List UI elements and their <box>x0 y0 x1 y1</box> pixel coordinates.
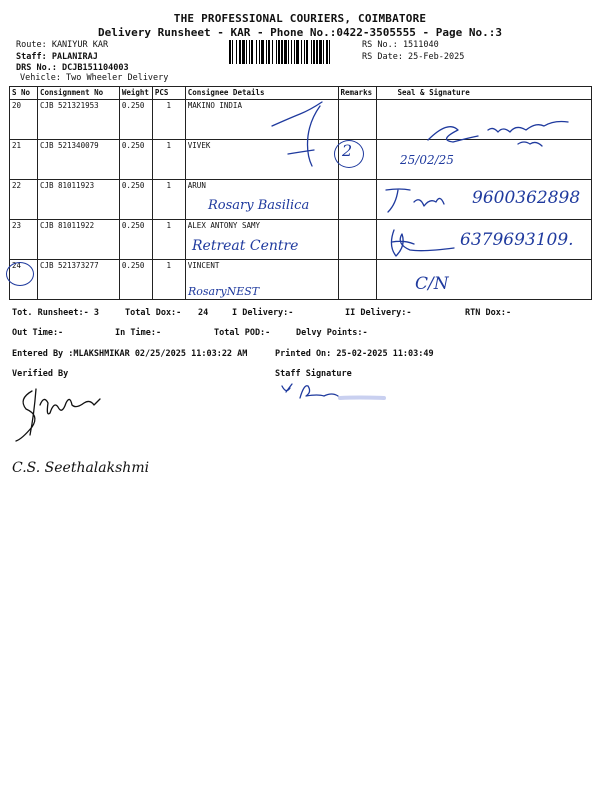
col-pcs: PCS <box>152 87 185 100</box>
col-consignment: Consignment No <box>37 87 119 100</box>
row-weight: 0.250 <box>119 180 152 220</box>
row-circle <box>6 262 34 286</box>
row-consignee: VIVEK <box>185 140 338 180</box>
rtn-dox: RTN Dox:- <box>465 308 512 318</box>
in-time: In Time:- <box>115 328 162 338</box>
out-time: Out Time:- <box>12 328 64 338</box>
row-remarks <box>338 180 377 220</box>
col-weight: Weight <box>119 87 152 100</box>
row-consignee: MAKINO INDIA <box>185 100 338 140</box>
row-weight: 0.250 <box>119 140 152 180</box>
table-row <box>10 260 592 300</box>
row-consignment: CJB 81011922 <box>37 220 119 260</box>
total-runsheet: Tot. Runsheet:- 3 <box>12 308 99 318</box>
total-dox-label: Total Dox:- <box>125 308 182 318</box>
total-pod: Total POD:- <box>214 328 271 338</box>
row-pcs: 1 <box>152 180 185 220</box>
consignee-handwritten-name: Rosary Basilica <box>208 198 310 213</box>
row-remarks <box>338 100 377 140</box>
col-sno: S No <box>10 87 38 100</box>
row-weight: 0.250 <box>119 100 152 140</box>
row-consignment: CJB 521321953 <box>37 100 119 140</box>
row-weight: 0.250 <box>119 220 152 260</box>
entered-by: Entered By :MLAKSHMIKAR 02/25/2025 11:03:22 AM <box>12 349 248 359</box>
row-consignment: CJB 81011923 <box>37 180 119 220</box>
barcode-image <box>229 40 357 64</box>
col-seal: Seal & Signature <box>377 87 592 100</box>
contact-number: 9600362898 <box>472 188 581 208</box>
verifier-signature-image <box>10 385 130 447</box>
row-sno: 21 <box>10 140 38 180</box>
row-seal <box>377 100 592 140</box>
row-remarks <box>338 220 377 260</box>
row-pcs: 1 <box>152 260 185 300</box>
table-row <box>10 140 592 180</box>
row-pcs: 1 <box>152 220 185 260</box>
delvy-points: Delvy Points:- <box>296 328 368 338</box>
row-pcs: 1 <box>152 140 185 180</box>
row-consignment: CJB 521373277 <box>37 260 119 300</box>
row-consignee: ALEX ANTONY SAMY <box>185 220 338 260</box>
row-consignment: CJB 521340079 <box>37 140 119 180</box>
company-title: THE PROFESSIONAL COURIERS, COIMBATORE <box>173 12 427 25</box>
vehicle-label: Vehicle: Two Wheeler Delivery <box>20 73 169 83</box>
route-label: Route: KANIYUR KAR <box>16 40 109 50</box>
row-sno: 22 <box>10 180 38 220</box>
col-consignee: Consignee Details <box>185 87 338 100</box>
consignee-handwritten-name: RosaryNEST <box>188 285 260 298</box>
staff-signature-label: Staff Signature <box>275 369 352 379</box>
consignee-handwritten-name: Retreat Centre <box>192 238 299 254</box>
total-dox-value: 24 <box>198 308 209 318</box>
row-seal <box>377 260 592 300</box>
table-header-row <box>10 87 592 100</box>
ii-delivery: II Delivery:- <box>345 308 412 318</box>
row-pcs: 1 <box>152 100 185 140</box>
seal-note: C/N <box>415 274 449 294</box>
verifier-name: C.S. Seethalakshmi <box>12 460 150 476</box>
row-remarks <box>338 260 377 300</box>
runsheet-subtitle: Delivery Runsheet - KAR - Phone No.:0422-3505555 - Page No.:3 <box>98 26 502 39</box>
row-consignee: ARUN <box>185 180 338 220</box>
delivery-date: 25/02/25 <box>400 153 454 167</box>
row-sno: 20 <box>10 100 38 140</box>
verified-by-label: Verified By <box>12 369 69 379</box>
rs-number: RS No.: 1511040 <box>362 40 439 50</box>
col-remarks: Remarks <box>338 87 377 100</box>
row-weight: 0.250 <box>119 260 152 300</box>
i-delivery: I Delivery:- <box>232 308 294 318</box>
row-sno: 23 <box>10 220 38 260</box>
table-row <box>10 100 592 140</box>
remark-text: 2 <box>342 141 353 160</box>
staff-label: Staff: PALANIRAJ <box>16 52 98 62</box>
staff-signature-image <box>278 378 388 404</box>
contact-number: 6379693109. <box>460 230 574 250</box>
row-consignee: VINCENT <box>185 260 338 300</box>
drs-label: DRS No.: DCJB151104003 <box>16 63 129 73</box>
row-sno: 24 <box>10 260 38 300</box>
rs-date: RS Date: 25-Feb-2025 <box>362 52 465 62</box>
printed-on: Printed On: 25-02-2025 11:03:49 <box>275 349 434 359</box>
